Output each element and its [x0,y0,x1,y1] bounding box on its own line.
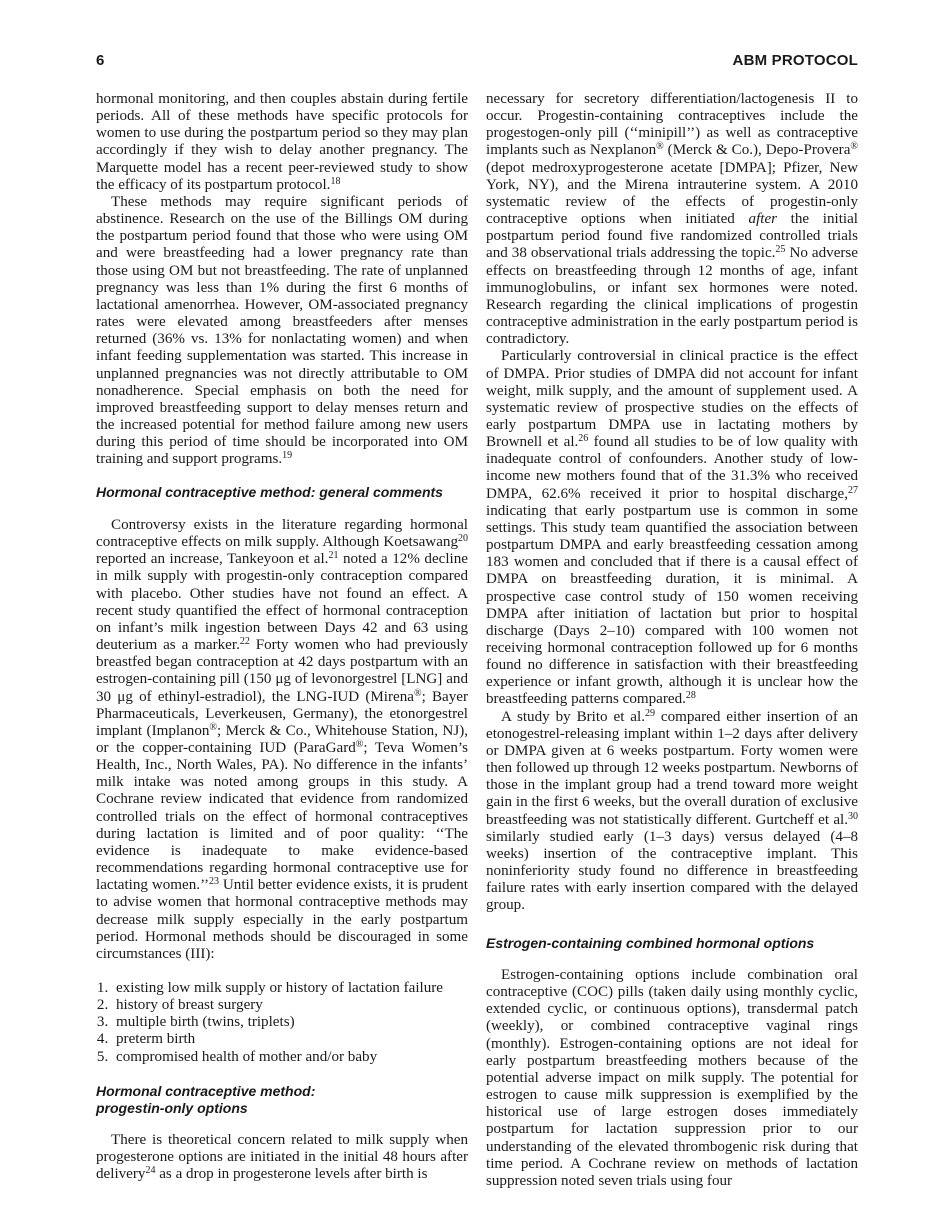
paragraph: There is theoretical concern related to milk supply when progesterone options are initiated in the initial 48 hours after delivery$^{24}$ as a drop in progesterone levels after birth is [96,1131,468,1183]
left-column [96,91,468,1183]
page-header [96,52,858,69]
section-heading: Hormonal contraceptive method: progestin-only options [96,1082,316,1117]
paragraph: hormonal monitoring, and then couples abstain during fertile periods. All of these methods have specific protocols for women to use during the postpartum period so they may plan accordingly if they wish to delay another pregnancy. The Marquette model has a recent peer-reviewed study to show the efficacy of its postpartum protocol.$^{18}$ [96,91,468,193]
list-item: 2. history of breast surgery [112,997,468,1014]
paragraph: Particularly controversial in clinical practice is the effect of DMPA. Prior studies of DMPA did not account for infant weight, milk supply, and the amount of supplement used. A systematic review of prospective studies on the effects of early postpartum DMPA use in lactating mothers by Brownell et al.$^{26}$ found all studies to be of low quality with inadequate control of confounders. Another study of low-income new mothers found that of the 31.3% who received DMPA, 62.6% received it prior to hospital discharge,$^{27}$ indicating that early postpartum use is common in some settings. This study team quantified the association between postpartum DMPA and early breastfeeding cessation among 183 women and concluded that if there is a causal effect of DMPA on breastfeeding duration, it is minimal. A prospective case control study of 150 women receiving DMPA after initiation of lactation but prior to hospital discharge (Days 2–10) compared with 100 women not receiving hormonal contraception followed up for 6 months found no difference in satisfaction with their breastfeeding experience or infant growth, although it is unclear how the breastfeeding patterns compared.$^{28}$ [486,348,858,708]
emphasis: after [748,211,778,228]
citation: 18 [330,175,341,187]
list-item: 3. multiple birth (twins, triplets) [112,1014,468,1031]
citation: 29 [644,707,655,719]
section-heading: Estrogen-containing combined hormonal options [486,934,815,951]
registered-mark: ® [656,141,664,153]
citation: 30 [848,810,858,822]
citation: 24 [145,1165,156,1177]
journal-title: ABM PROTOCOL [732,52,858,69]
citation: 25 [775,244,786,256]
citation: 26 [578,433,589,445]
citation: 22 [239,636,250,648]
conditions-list [96,980,468,1066]
page-number: 6 [96,52,105,69]
paragraph: necessary for secretory differentiation/lactogenesis II to occur. Progestin-containing contraceptives include the progestogen-only pill (‘‘minipill’’) as well as contraceptive implants such as Nexplanon® (Merck & Co.), Depo-Provera® (depot medroxyprogesterone acetate [DMPA]; Pfizer, New York, NY), and the Mirena intrauterine system. A 2010 systematic review of the effects of progestin-only contraceptive options when initiated after the initial postpartum period found five randomized controlled trials and 38 observational trials addressing the topic.$^{25}$ No adverse effects on breastfeeding through 12 months of age, infant immunoglobulins, or infant sex hormones were noted. Research regarding the clinical implications of progestin contraceptive administration in the early postpartum period is contradictory. [486,91,858,348]
paragraph: Estrogen-containing options include combination oral contraceptive (COC) pills (taken daily using monthly cyclic, extended cyclic, or continuous options), transdermal patch (weekly), or combined contraceptive vaginal rings (monthly). Estrogen-containing options are not ideal for early postpartum breastfeeding mothers because of the potential adverse impact on milk supply. The potential for estrogen to cause milk suppression is exemplified by the historical use of large estrogen doses immediately postpartum for lactation suppression prior to our understanding of the elevated thrombogenic risk during that time period. A Cochrane review on methods of lactation suppression noted seven trials using four [486,967,858,1189]
citation: 27 [848,484,858,496]
citation: 21 [328,550,339,562]
paragraph: A study by Brito et al.$^{29}$ compared either insertion of an etonogestrel-releasing implant within 1–2 days after delivery or DMPA given at 6 weeks postpartum. Forty women were then followed up through 12 weeks postpartum. Newborns of those in the implant group had a trend toward more weight gain in the first 6 weeks, but the overall duration of exclusive breastfeeding was not statistically different. Gurtcheff et al.$^{30}$ similarly studied early (1–3 days) versus delayed (4–8 weeks) insertion of the contraceptive implant. This noninferiority study found no difference in breastfeeding failure rates with early insertion compared with the delayed group. [486,707,859,914]
citation: 28 [685,690,696,702]
list-item: 4. preterm birth [112,1031,468,1048]
right-column [486,91,858,1190]
list-item: 1. existing low milk supply or history of lactation failure [112,980,468,997]
paragraph: These methods may require significant periods of abstinence. Research on the use of the Billings OM during the postpartum period found that those who were using OM and were breastfeeding had a lower pregnancy rate than those using OM but not breastfeeding. The rate of unplanned pregnancy was less than 1% during the first 6 months of lactational amenorrhea. However, OM-associated pregnancy rates were elevated among breastfeeders after menses returned (36% vs. 13% for nonlactating women) and when infant feeding supplementation was started. This increase in unplanned pregnancies was not directly attributable to OM nonadherence. Special emphasis on both the need for improved breastfeeding support to delay menses return and the increased potential for method failure among new users during this period of time should be incorporated into OM training and support programs.$^{19}$ [96,193,468,468]
citation: 19 [282,450,293,462]
citation: 20 [458,533,468,545]
registered-mark: ® [355,738,364,750]
citation: 23 [209,876,219,888]
registered-mark: ® [413,687,422,699]
registered-mark: ® [209,721,218,733]
section-heading: Hormonal contraceptive method: general comments [96,484,443,501]
paragraph: Controversy exists in the literature regarding hormonal contraceptive effects on milk supply. Although Koetsawang$^{20}$ reported an increase, Tankeyoon et al.$^{21}$ noted a 12% decline in milk supply with progestin-only contraception compared with placebo. Other studies have not found an effect. A recent study quantified the effect of hormonal contraception on infant’s milk ingestion between Days 42 and 63 using deuterium as a marker.$^{22}$ Forty women who had previously breastfed began contraception at 42 days postpartum with an estrogen-containing pill (150 μg of levonorgestrel [LNG] and 30 μg of ethinyl-estradiol), the LNG-IUD (Mirena®; Bayer Pharmaceuticals, Leverkeusen, Germany), the etonorgestrel implant (Implanon®; Merck & Co., Whitehouse Station, NJ), or the copper-containing IUD (ParaGard®; Teva Women’s Health, Inc., North Wales, PA). No difference in the infants’ milk intake was noted among groups in this study. A Cochrane review indicated that evidence from randomized controlled trials on the effect of hormonal contraceptives during lactation is limited and of poor quality: ‘‘The evidence is inadequate to make evidence-based recommendations regarding hormonal contraceptive use for lactating women.’’$^{23}$ Until better evidence exists, it is prudent to advise women that hormonal contraceptive methods may decrease milk supply especially in the early postpartum period. Hormonal methods should be discouraged in some circumstances (III): [96,516,468,962]
list-item: 5. compromised health of mother and/or baby [112,1049,468,1066]
registered-mark: ® [850,141,858,153]
